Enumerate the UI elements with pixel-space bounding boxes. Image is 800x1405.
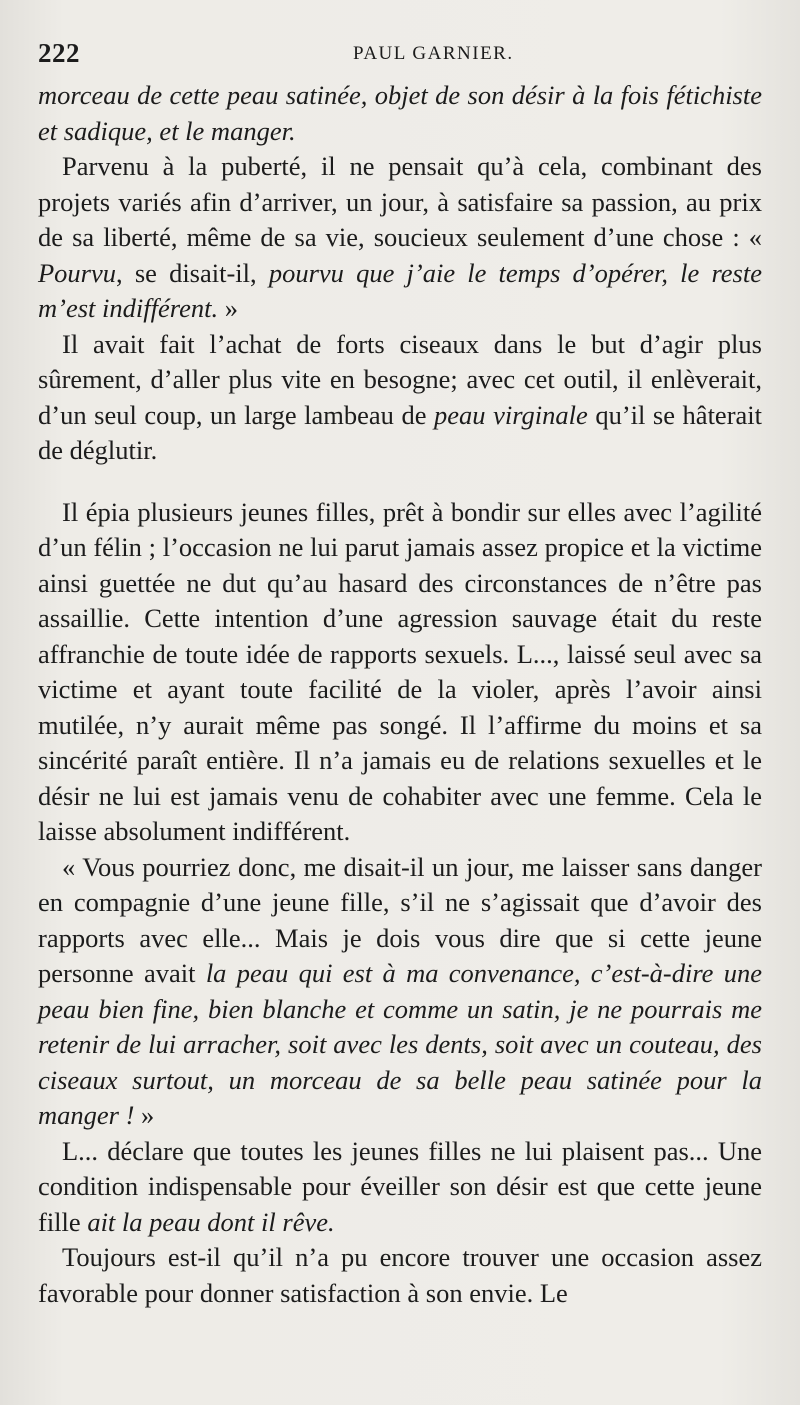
italic-text: la peau qui est à ma convenance, c’est-à-dire une peau bien fine, bien blanche et comme un satin, je ne pourrais me retenir de lui arracher, soit avec les dents, soit avec un couteau, des ciseaux surtout, un morceau de sa belle peau satinée pour la manger ! (38, 958, 762, 1130)
page-header (38, 38, 778, 70)
italic-text: ait la peau dont il rêve. (87, 1206, 335, 1237)
text-run: Toujours est-il qu’il n’a pu encore trouver une occasion assez favorable pour donner satisfaction à son envie. Le (38, 1242, 762, 1308)
paragraph (38, 327, 762, 469)
text-run: Parvenu à la puberté, il ne pensait qu’à cela, combinant des projets variés afin d’arriver, un jour, à satisfaire sa passion, au prix de sa liberté, même de sa vie, soucieux seulement d’une chose : « (38, 151, 762, 252)
paragraph (38, 495, 762, 850)
text-run: » (134, 1100, 155, 1130)
italic-text: peau virginale (434, 399, 588, 430)
text-run: , se disait-il, (116, 257, 269, 288)
body-text (38, 78, 762, 1311)
paragraph (38, 850, 762, 1134)
italic-text: pourvu que j’aie le temps d’opérer, le reste m’est indifférent. (38, 257, 762, 323)
paragraph (38, 1134, 762, 1241)
text-run: « Vous pourriez donc, me disait-il un jour, me laisser sans danger en compagnie d’une jeune fille, s’il ne s’agissait que d’avoir des rapports avec elle... Mais je dois vous dire que si cette jeune personne avait (38, 851, 762, 988)
text-run: Il épia plusieurs jeunes filles, prêt à bondir sur elles avec l’agilité d’un félin ; l’occasion ne lui parut jamais assez propice et la victime ainsi guettée ne dut qu’au hasard des circonstances de n’être pas assaillie. Cette intention d’une agression sauvage était du reste affranchie de toute idée de rapports sexuels. L..., laissé seul avec sa victime et ayant toute facilité de la violer, après l’avoir ainsi mutilée, n’y aurait même pas songé. Il l’affirme du moins et sa sincérité paraît entière. Il n’a jamais eu de relations sexuelles et le désir ne lui est jamais venu de cohabiter avec une femme. Cela le laisse absolument indifférent. (38, 496, 762, 846)
text-run: L... déclare que toutes les jeunes filles ne lui plaisent pas... Une condition indispensable pour éveiller son désir est que cette jeune fille (38, 1135, 762, 1237)
text-run: Il avait fait l’achat de forts ciseaux dans le but d’agir plus sûrement, d’aller plus vite en besogne; avec cet outil, il enlèverait, d’un seul coup, un large lambeau de (38, 328, 762, 430)
italic-text: Pourvu (38, 257, 117, 288)
text-run: qu’il se hâterait de déglutir. (38, 399, 763, 465)
italic-text: morceau de cette peau satinée, objet de son désir à la fois fétichiste et sadique, et le manger. (38, 80, 762, 146)
paragraph (38, 149, 762, 327)
paragraph (38, 1240, 762, 1311)
running-head: PAUL GARNIER. (353, 43, 514, 64)
page-number: 222 (38, 38, 80, 68)
text-run: » (218, 293, 238, 323)
paragraph (38, 78, 762, 149)
